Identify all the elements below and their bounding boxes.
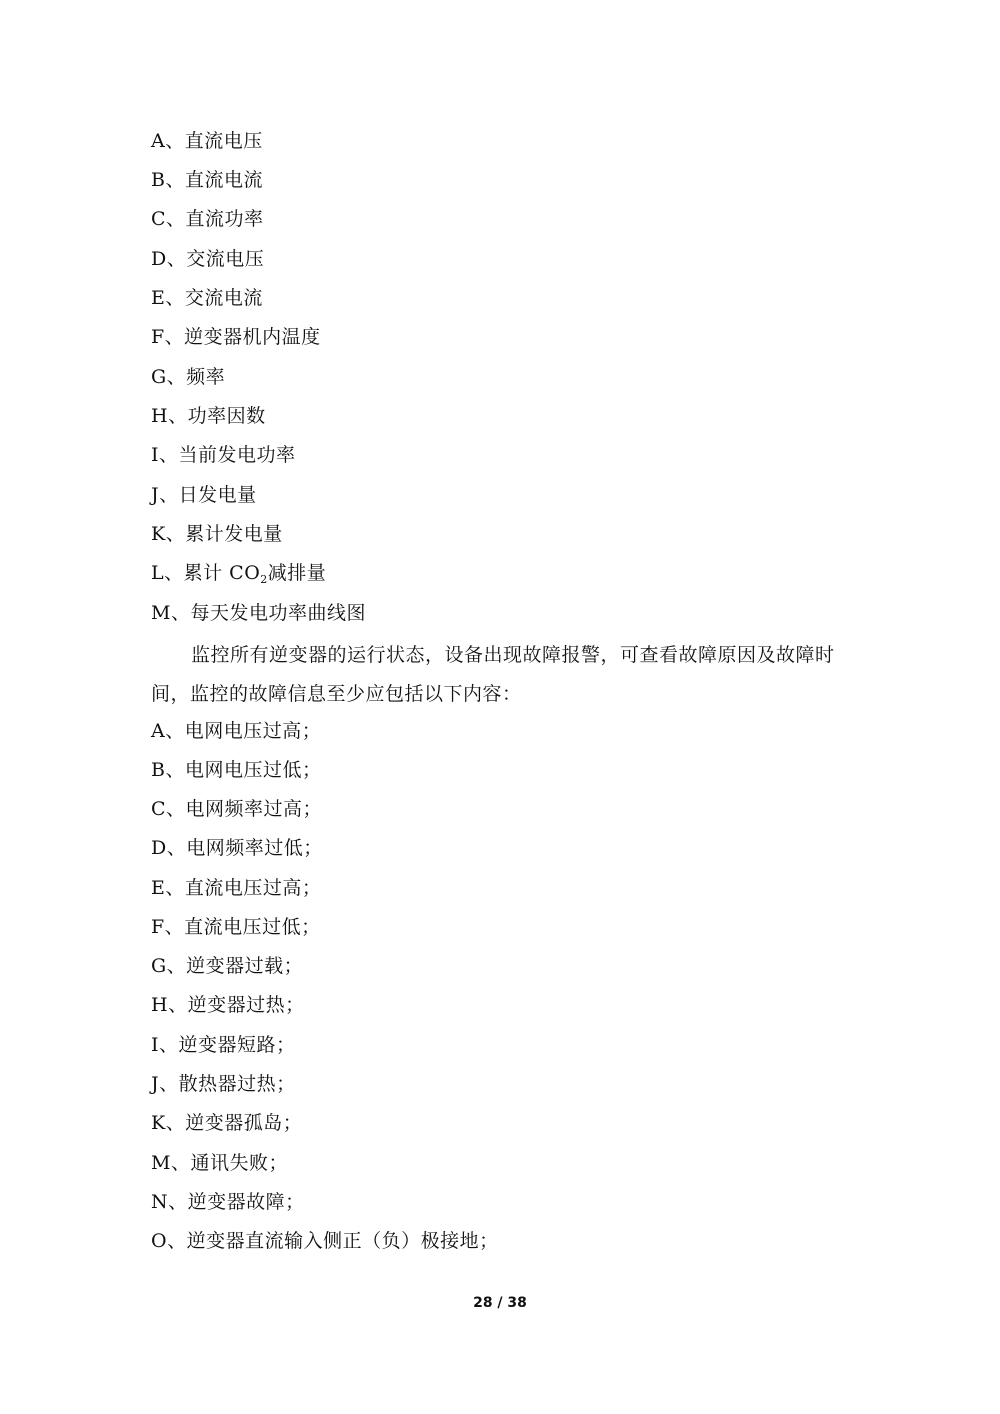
fault-item: E、直流电压过高； — [151, 877, 322, 899]
display-item: J、日发电量 — [151, 484, 257, 506]
fault-item: K、逆变器孤岛； — [151, 1112, 303, 1134]
fault-item: A、电网电压过高； — [151, 720, 322, 742]
fault-item: J、散热器过热； — [151, 1073, 296, 1095]
page-number: 28 / 38 — [473, 1295, 527, 1311]
co2-prefix: L、累计 CO — [151, 562, 261, 584]
display-item: H、功率因数 — [151, 405, 266, 427]
fault-item: G、逆变器过载； — [151, 955, 304, 977]
paragraph-line-2: 间，监控的故障信息至少应包括以下内容： — [151, 683, 522, 705]
display-item: I、当前发电功率 — [151, 444, 296, 466]
fault-item: M、通讯失败； — [151, 1152, 288, 1174]
fault-item: D、电网频率过低； — [151, 837, 323, 859]
fault-item: I、逆变器短路； — [151, 1034, 296, 1056]
display-item: F、逆变器机内温度 — [151, 326, 321, 348]
display-item: C、直流功率 — [151, 208, 264, 230]
display-item: E、交流电流 — [151, 287, 263, 309]
fault-item: F、直流电压过低； — [151, 916, 321, 938]
fault-item: C、电网频率过高； — [151, 798, 323, 820]
display-item: G、频率 — [151, 366, 226, 388]
fault-item: B、电网电压过低； — [151, 759, 322, 781]
fault-item: H、逆变器过热； — [151, 994, 305, 1016]
display-item: B、直流电流 — [151, 169, 263, 191]
display-item: M、每天发电功率曲线图 — [151, 602, 366, 624]
display-item: A、直流电压 — [151, 130, 263, 152]
fault-item: O、逆变器直流输入侧正（负）极接地； — [151, 1230, 499, 1252]
display-item-co2 — [151, 561, 326, 585]
display-item: K、累计发电量 — [151, 523, 283, 545]
co2-subscript: 2 — [260, 573, 268, 586]
display-item: D、交流电压 — [151, 248, 265, 270]
co2-suffix: 减排量 — [267, 562, 327, 584]
paragraph-line-1: 监控所有逆变器的运行状态，设备出现故障报警，可查看故障原因及故障时 — [191, 644, 835, 666]
fault-item: N、逆变器故障； — [151, 1191, 305, 1213]
